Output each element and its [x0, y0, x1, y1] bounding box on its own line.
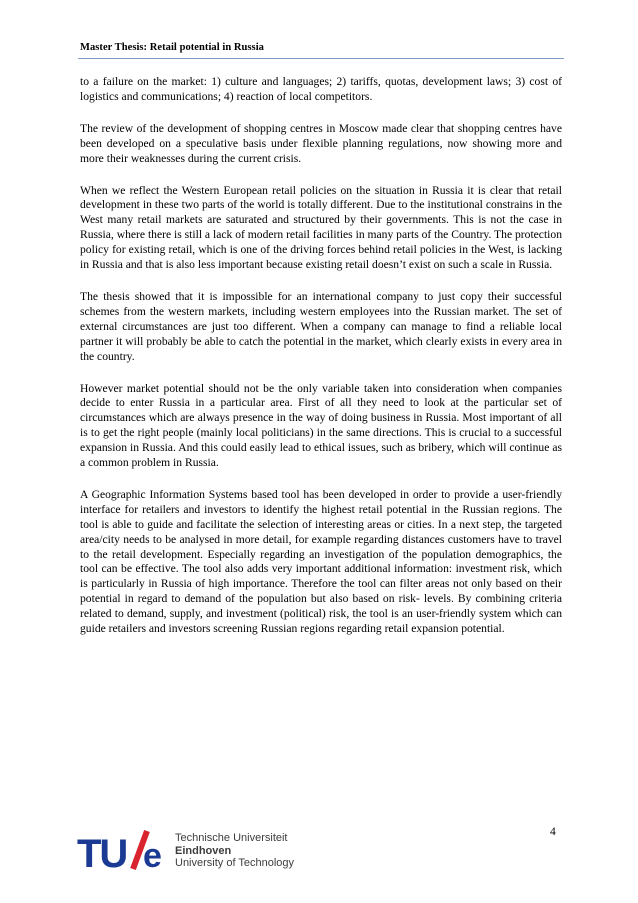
svg-text:e: e — [143, 837, 162, 875]
logo-line-2: Eindhoven — [175, 844, 232, 857]
tue-logo-text — [175, 832, 294, 870]
logo-line-1: Technische Universiteit — [175, 832, 288, 844]
paragraph-4: The thesis showed that it is impossible for an international company to just copy their successful schemes from the western markets, including western employees into the Russian market. The set of external circumstances are just too different. When a company can manage to find a reliable local partner it will probably be able to catch the potential in the market, which clearly exists in every area in the country. — [80, 289, 562, 363]
paragraph-2: The review of the development of shopping centres in Moscow made clear that shopping centres have been developed on a speculative basis under flexible planning regulations, now showing more and more their weaknesses during the current crisis. — [80, 121, 562, 165]
paragraph-5: However market potential should not be the only variable taken into consideration when companies decide to enter Russia in a particular area. First of all they need to look at the particular set of circumstances which are always presence in the way of doing business in Russia. Most important of all is to get the right people (mainly local politicians) in the same directions. This is crucial to a successful expansion in Russia. And this could easily lead to ethical issues, such as bribery, which will continue as a common problem in Russia. — [80, 381, 562, 470]
tue-logo — [77, 825, 317, 875]
page-number: 4 — [550, 826, 556, 838]
paragraph-1: to a failure on the market: 1) culture and languages; 2) tariffs, quotas, development laws; 3) cost of logistics and communications; 4) reaction of local competitors. — [80, 75, 562, 103]
logo-line-3: University of Technology — [175, 857, 295, 869]
body-text — [80, 75, 562, 654]
paragraph-3: When we reflect the Western European retail policies on the situation in Russia it is clear that retail development in these two parts of the world is totally different. Due to the institutional constrains in the West many retail markets are saturated and structured by their governments. This is not the case in Russia, where there is still a lack of modern retail facilities in many parts of the Country. The protection policy for existing retail, which is one of the driving forces behind retail policies in the West, is lacking in Russia and that is also less important because existing retail doesn’t exist on such a scale in Russia. — [80, 183, 562, 272]
header-rule — [78, 58, 564, 59]
paragraph-6: A Geographic Information Systems based tool has been developed in order to provide a user-friendly interface for retailers and investors to identify the highest retail potential in the Russian regions. The tool is able to guide and facilitate the selection of interesting areas or cities. In a next step, the targeted area/city needs to be analysed in more detail, for example regarding distances customers have to travel to the retail development. Especially regarding an investigation of the population demographics, the tool can be effective. The tool also adds very important additional information: investment risk, which is particularly in Russia of high importance. Therefore the tool can filter areas not only based on their potential in regard to demand of the population but also based on risk- levels. By combining criteria related to demand, supply, and investment (political) risk, the tool is an user-friendly system which can guide retailers and investors screening Russian regions regarding retail expansion potential. — [80, 487, 562, 636]
tue-logo-mark — [77, 825, 169, 875]
svg-text:TU: TU — [77, 832, 127, 875]
running-header: Master Thesis: Retail potential in Russia — [80, 42, 264, 53]
